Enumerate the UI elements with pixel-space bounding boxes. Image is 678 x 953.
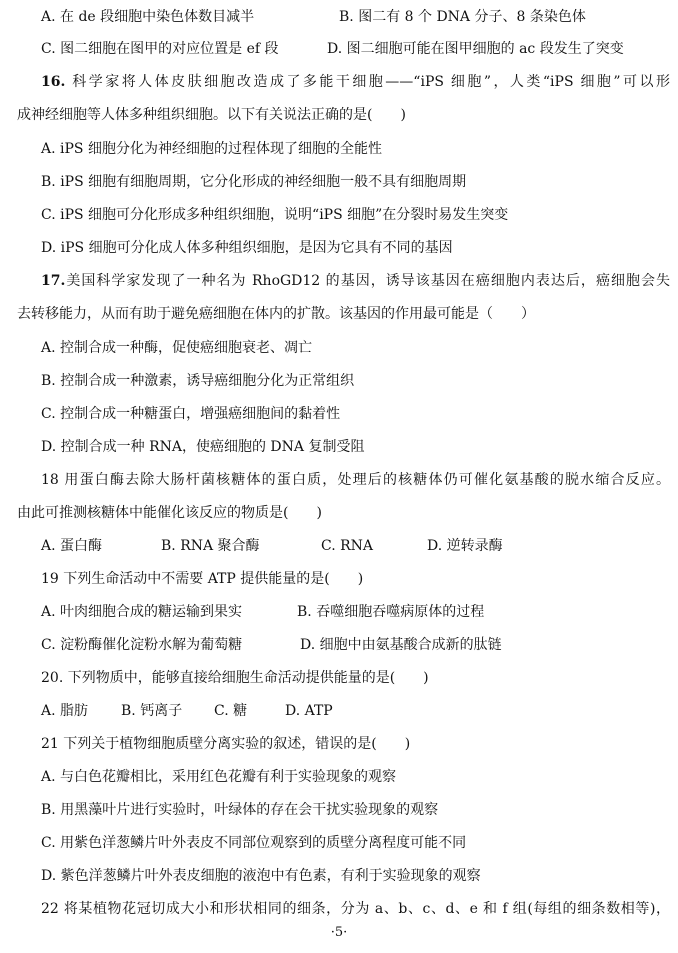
- q18-stem-line2: 由此可推测核糖体中能催化该反应的物质是( ): [17, 505, 322, 521]
- option-a: A. 叶肉细胞合成的糖运输到果实: [41, 604, 243, 620]
- option-c: C. RNA: [321, 538, 374, 554]
- page-number: ·5·: [330, 925, 348, 940]
- q21-stem: 21 下列关于植物细胞质壁分离实验的叙述，错误的是( ): [41, 736, 411, 752]
- q21-option-b: B. 用黑藻叶片进行实验时，叶绿体的存在会干扰实验现象的观察: [41, 802, 439, 818]
- q19-stem: 19 下列生命活动中不需要 ATP 提供能量的是( ): [41, 571, 364, 587]
- q20-options: [17, 701, 670, 721]
- question-number: 17.: [41, 273, 66, 289]
- q19-options-ab: [17, 602, 670, 622]
- q21-option-a: A. 与白色花瓣相比，采用红色花瓣有利于实验现象的观察: [41, 769, 397, 785]
- option-a: A. 在 de 段细胞中染色体数目减半: [41, 9, 255, 25]
- option-d: D. 细胞中由氨基酸合成新的肽链: [300, 637, 502, 653]
- q16-stem-line2: 成神经细胞等人体多种组织细胞。以下有关说法正确的是( ): [17, 107, 406, 123]
- option-d: D. ATP: [285, 703, 333, 719]
- option-a: A. 蛋白酶: [41, 538, 103, 554]
- q22-stem-line1: 22 将某植物花冠切成大小和形状相同的细条，分为 a、b、c、d、e 和 f 组(每组的细条数相等)，: [41, 901, 670, 917]
- option-b: B. RNA 聚合酶: [161, 538, 260, 554]
- q17-option-a: A. 控制合成一种酶，促使癌细胞衰老、凋亡: [41, 340, 313, 356]
- option-a: A. 脂肪: [41, 703, 89, 719]
- q16-option-d: D. iPS 细胞可分化成人体多种组织细胞，是因为它具有不同的基因: [41, 240, 453, 256]
- q19-options-cd: [17, 635, 670, 655]
- q17-option-d: D. 控制合成一种 RNA，使癌细胞的 DNA 复制受阻: [41, 439, 365, 455]
- option-c: C. 糖: [214, 703, 248, 719]
- option-b: B. 吞噬细胞吞噬病原体的过程: [297, 604, 485, 620]
- option-d: D. 逆转录酶: [427, 538, 503, 554]
- q15-options-ab: [17, 7, 670, 27]
- q16-option-c: C. iPS 细胞可分化形成多种组织细胞，说明“iPS 细胞”在分裂时易发生突变: [41, 207, 509, 223]
- q21-option-d: D. 紫色洋葱鳞片叶外表皮细胞的液泡中有色素，有利于实验现象的观察: [41, 868, 481, 884]
- q16-option-a: A. iPS 细胞分化为神经细胞的过程体现了细胞的全能性: [41, 141, 382, 157]
- q18-stem-line1: 18 用蛋白酶去除大肠杆菌核糖体的蛋白质，处理后的核糖体仍可催化氨基酸的脱水缩合反应。: [41, 472, 670, 488]
- question-number: 16.: [41, 74, 66, 90]
- q18-options: [17, 536, 670, 556]
- q21-option-c: C. 用紫色洋葱鳞片叶外表皮不同部位观察到的质壁分离程度可能不同: [41, 835, 467, 851]
- option-c: C. 淀粉酶催化淀粉水解为葡萄糖: [41, 637, 243, 653]
- q17-option-c: C. 控制合成一种糖蛋白，增强癌细胞间的黏着性: [41, 406, 341, 422]
- option-d: D. 图二细胞可能在图甲细胞的 ac 段发生了突变: [327, 41, 624, 57]
- q17-stem-line2: 去转移能力，从而有助于避免癌细胞在体内的扩散。该基因的作用最可能是（ ）: [17, 306, 535, 322]
- q16-option-b: B. iPS 细胞有细胞周期，它分化形成的神经细胞一般不具有细胞周期: [41, 174, 467, 190]
- q20-stem: 20. 下列物质中，能够直接给细胞生命活动提供能量的是( ): [41, 670, 429, 686]
- q16-stem-line1: 16. 科学家将人体皮肤细胞改造成了多能干细胞——“iPS 细胞”，人类“iPS 细胞”可以形: [41, 74, 670, 90]
- option-b: B. 钙离子: [121, 703, 183, 719]
- option-b: B. 图二有 8 个 DNA 分子、8 条染色体: [339, 9, 586, 25]
- option-c: C. 图二细胞在图甲的对应位置是 ef 段: [41, 41, 279, 57]
- q17-option-b: B. 控制合成一种激素，诱导癌细胞分化为正常组织: [41, 373, 355, 389]
- q17-stem-line1: 17.美国科学家发现了一种名为 RhoGD12 的基因，诱导该基因在癌细胞内表达后，癌细胞会失: [41, 273, 670, 289]
- q15-options-cd: [17, 39, 670, 59]
